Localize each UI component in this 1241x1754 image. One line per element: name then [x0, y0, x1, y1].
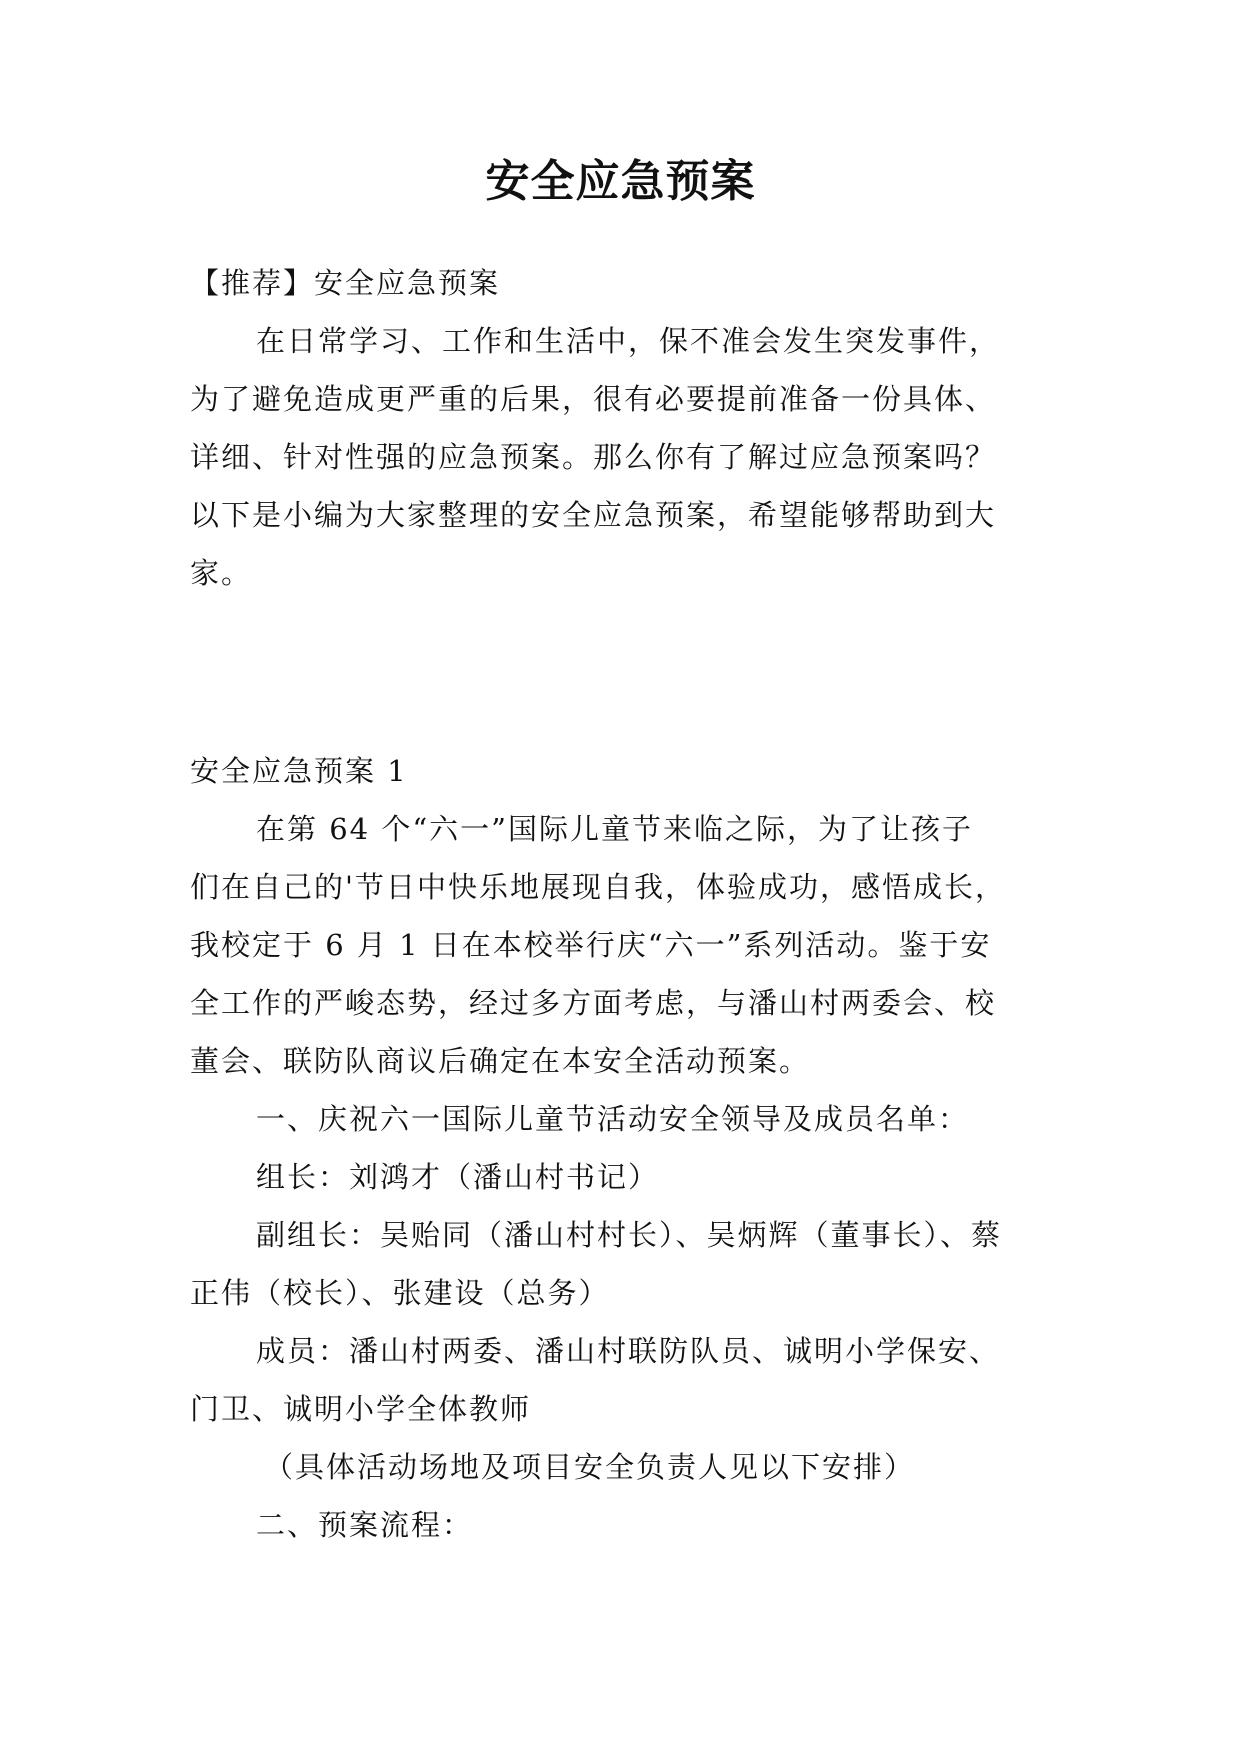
- note-line: （具体活动场地及项目安全负责人见以下安排）: [264, 1450, 916, 1484]
- section1-block: [190, 742, 1070, 1554]
- intro-line: 家。: [190, 556, 253, 590]
- paragraph-line: 全工作的严峻态势，经过多方面考虑，与潘山村两委会、校: [190, 986, 997, 1020]
- paragraph-line: 董会、联防队商议后确定在本安全活动预案。: [190, 1044, 811, 1078]
- document-title: 安全应急预案: [485, 156, 756, 207]
- intro-heading: 【推荐】安全应急预案: [190, 266, 501, 300]
- deputy-line: 正伟（校长）、张建设（总务）: [190, 1276, 610, 1310]
- intro-block: [190, 254, 1070, 602]
- leader-line: 组长：刘鸿才（潘山村书记）: [256, 1160, 660, 1194]
- deputy-line: 副组长：吴贻同（潘山村村长）、吴炳辉（董事长）、蔡: [256, 1218, 1003, 1252]
- paragraph-line: 们在自己的'节日中快乐地展现自我，体验成功，感悟成长，: [190, 870, 1006, 904]
- section1-heading: 安全应急预案 1: [190, 754, 408, 788]
- paragraph-line: 在第 64 个“六一”国际儿童节来临之际，为了让孩子: [256, 812, 973, 846]
- paragraph-line: 我校定于 6 月 1 日在本校举行庆“六一”系列活动。鉴于安: [190, 928, 992, 962]
- list-item-heading: 二、预案流程：: [256, 1508, 474, 1542]
- members-line: 门卫、诚明小学全体教师: [190, 1392, 532, 1426]
- intro-line: 为了避免造成更严重的后果，很有必要提前准备一份具体、: [190, 382, 997, 416]
- members-line: 成员：潘山村两委、潘山村联防队员、诚明小学保安、: [256, 1334, 1001, 1368]
- intro-line: 在日常学习、工作和生活中，保不准会发生突发事件，: [256, 324, 1001, 358]
- intro-line: 详细、针对性强的应急预案。那么你有了解过应急预案吗？: [190, 440, 997, 474]
- intro-line: 以下是小编为大家整理的安全应急预案，希望能够帮助到大: [190, 498, 997, 532]
- list-item-heading: 一、庆祝六一国际儿童节活动安全领导及成员名单：: [256, 1102, 970, 1136]
